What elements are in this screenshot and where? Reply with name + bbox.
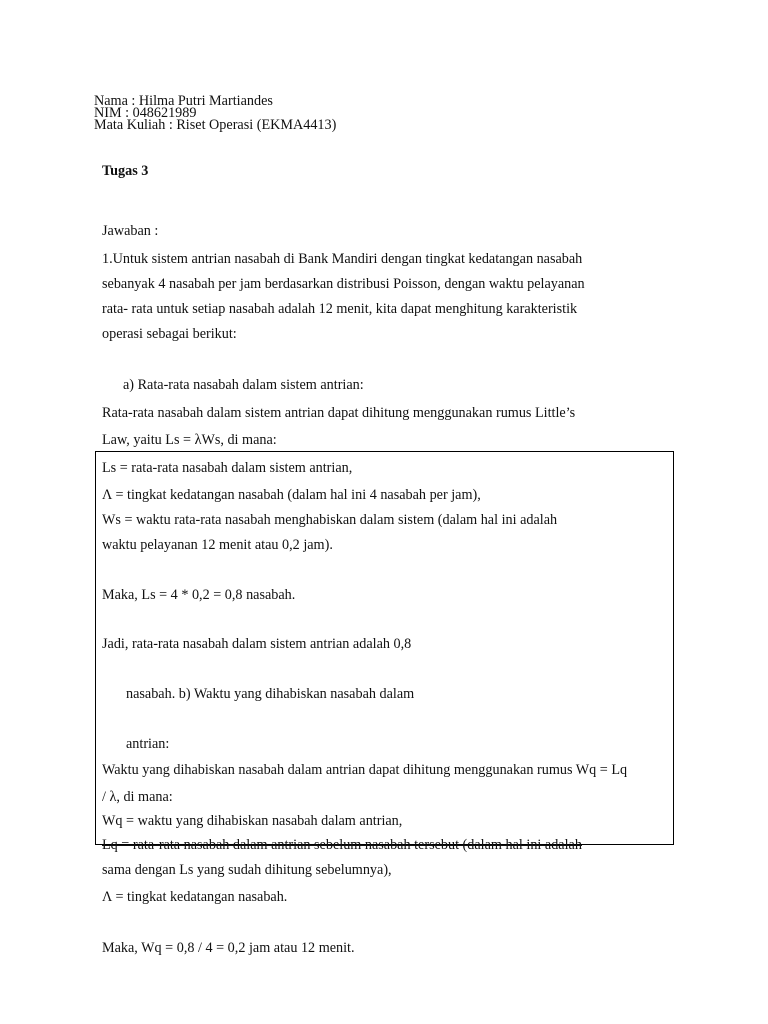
- conclusion-ls: Jadi, rata-rata nasabah dalam sistem antrian adalah 0,8: [102, 636, 412, 652]
- section-b-heading: nasabah. b) Waktu yang dihabiskan nasabah dalam: [126, 686, 415, 702]
- section-b-paragraph-2: / λ, di mana:: [102, 789, 173, 805]
- student-nim: NIM : 048621989: [94, 105, 197, 121]
- intro-line-4: operasi sebagai berikut:: [102, 326, 237, 342]
- definition-ws-line-2: waktu pelayanan 12 menit atau 0,2 jam).: [102, 537, 333, 553]
- definition-lambda: Λ = tingkat kedatangan nasabah (dalam hal ini 4 nasabah per jam),: [102, 487, 481, 503]
- assignment-title: Tugas 3: [102, 163, 149, 179]
- calculation-ls: Maka, Ls = 4 * 0,2 = 0,8 nasabah.: [102, 587, 296, 603]
- student-name: Nama : Hilma Putri Martiandes: [94, 93, 273, 109]
- definition-lq-line-2: sama dengan Ls yang sudah dihitung sebelumnya),: [102, 862, 392, 878]
- section-a-paragraph-2: Law, yaitu Ls = λWs, di mana:: [102, 432, 277, 448]
- intro-line-3: rata- rata untuk setiap nasabah adalah 12 menit, kita dapat menghitung karakteristik: [102, 301, 578, 317]
- answer-label: Jawaban :: [102, 223, 159, 239]
- intro-line-1: 1.Untuk sistem antrian nasabah di Bank Mandiri dengan tingkat kedatangan nasabah: [102, 251, 583, 267]
- course-name: Mata Kuliah : Riset Operasi (EKMA4413): [94, 117, 337, 133]
- definition-ws-line-1: Ws = waktu rata-rata nasabah menghabiskan dalam sistem (dalam hal ini adalah: [102, 512, 558, 528]
- definition-lambda-b: Λ = tingkat kedatangan nasabah.: [102, 889, 288, 905]
- calculation-wq: Maka, Wq = 0,8 / 4 = 0,2 jam atau 12 menit.: [102, 940, 355, 956]
- intro-line-2: sebanyak 4 nasabah per jam berdasarkan distribusi Poisson, dengan waktu pelayanan: [102, 276, 585, 292]
- definition-lq-line-1: Lq = rata-rata nasabah dalam antrian sebelum nasabah tersebut (dalam hal ini adalah: [102, 837, 582, 853]
- section-a-paragraph-1: Rata-rata nasabah dalam sistem antrian dapat dihitung menggunakan rumus Little’s: [102, 405, 576, 421]
- section-b-heading-continued: antrian:: [126, 736, 170, 752]
- section-b-paragraph-1: Waktu yang dihabiskan nasabah dalam antrian dapat dihitung menggunakan rumus Wq = Lq: [102, 762, 628, 778]
- section-a-heading: a) Rata-rata nasabah dalam sistem antrian:: [123, 377, 364, 393]
- definition-ls: Ls = rata-rata nasabah dalam sistem antrian,: [102, 460, 353, 476]
- definition-wq: Wq = waktu yang dihabiskan nasabah dalam antrian,: [102, 813, 403, 829]
